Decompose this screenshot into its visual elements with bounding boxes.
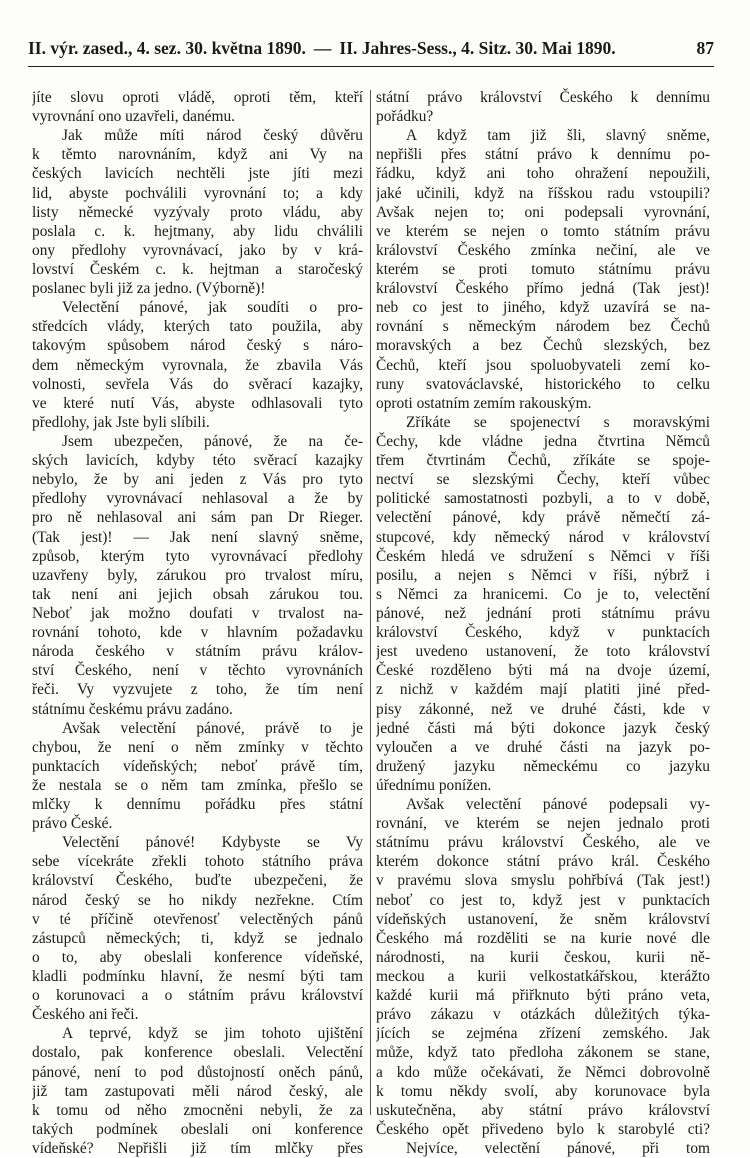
text-line: A když tam již šli, slavný sněme, — [406, 127, 710, 145]
text-line: rovnání tohoto, kde v hlavním požadavku — [32, 624, 363, 642]
text-line: (Tak jest)! — Jak není slavný sněme, — [32, 528, 363, 546]
text-line: posilu, a nejen s Němci v říši, nýbrž i — [376, 566, 710, 584]
text-line: ony předlohy vyrovnávací, jako by v krá- — [32, 241, 363, 259]
text-line: volnosti, sevřela Vás do svěrací kazajky, — [32, 375, 363, 393]
text-line: jaké učinili, když na říšskou radu vstoupili? — [376, 184, 710, 202]
running-header — [28, 38, 714, 64]
text-line: ve kterém se nejen o tomto státním právu — [376, 222, 710, 240]
text-line: Nejvíce, velectění pánové, při tom — [406, 1140, 710, 1158]
text-line: runy svatováclavské, historického to celku — [376, 375, 710, 393]
header-german: II. Jahres-Sess., 4. Sitz. 30. Mai 1890. — [339, 38, 616, 58]
left-column — [32, 88, 363, 1158]
text-line: způsob, kterým tyto vyrovnávací předlohy — [32, 547, 363, 565]
text-line: vídeňských ustanovení, že sněm království — [376, 910, 710, 928]
text-line: vídeňské? Nepřišli již tím mlčky přes — [32, 1140, 363, 1158]
text-line: již tam zastupovati měli národ český, ale — [32, 1082, 363, 1100]
text-line: království Českého, když v punktacích — [376, 624, 710, 642]
text-line: pro ně nehlasoval ani sám pan Dr Rieger. — [32, 509, 363, 527]
text-line: Zříkáte se spojenectví s moravskými — [406, 413, 710, 431]
text-line: jedné části má býti dokonce jazyk český — [376, 719, 710, 737]
text-line: rovnání s německým národem bez Čechů — [376, 318, 710, 336]
text-line: vyloučen a ve druhé části na jazyk po- — [376, 738, 710, 756]
text-line: právo České. — [32, 815, 113, 833]
text-line: státnímu českému právu zadáno. — [32, 700, 233, 718]
text-line: předlohy vyrovnávací nehlasoval a že by — [32, 490, 363, 508]
text-line: vyrovnání ono uzavřeli, danému. — [32, 108, 236, 126]
text-line: Avšak velectění pánové podepsali vy- — [406, 796, 710, 814]
right-column — [376, 88, 710, 1158]
text-line: stupcové, kdy německý národ v království — [376, 528, 710, 546]
text-line: Jsem ubezpečen, pánové, že na če- — [62, 432, 363, 450]
text-line: nebylo, že by ani jeden z Vás pro tyto — [32, 471, 363, 489]
text-line: Avšak nejen to; oni podepsali vyrovnání, — [376, 203, 710, 221]
text-line: Velectění pánové, jak soudíti o pro- — [62, 299, 363, 317]
text-line: Českém hledá ve sdružení s Němci v říši — [376, 547, 710, 565]
text-line: řádku, když ani toho ohražení nepoužili, — [376, 165, 710, 183]
text-line: nectví se slezskými Čechy, kteří vůbec — [376, 471, 710, 489]
text-line: Českého opět přivedeno bylo k starobylé cti? — [376, 1120, 710, 1138]
text-line: neb co jest to jiného, když uzavírá se na- — [376, 299, 710, 317]
text-line: dostalo, pak konference obeslali. Velectění — [32, 1044, 363, 1062]
text-line: Čechů, kteří jsou spoluobyvateli zemí ko- — [376, 356, 710, 374]
text-line: Neboť jak možno doufati v trvalost na- — [32, 604, 363, 622]
page-number: 87 — [696, 38, 714, 58]
text-line: uzavřeny byly, zárukou pro trvalost míru, — [32, 566, 363, 584]
text-line: státní právo království Českého k dennímu — [376, 89, 710, 106]
text-line: kladli podmínku hlavní, že nesmí býti tam — [32, 968, 363, 986]
text-line: Avšak velectění pánové, právě to je — [62, 719, 363, 737]
text-line: úřednímu ponížen. — [376, 776, 492, 794]
text-line: kterém dokonce státní právo král. Českého — [376, 853, 710, 871]
text-line: ství Českého, není v těchto vyrovnáních — [32, 662, 363, 680]
text-line: A teprvé, když se jim tohoto ujištění — [62, 1025, 363, 1043]
text-line: národnosti, na kurii českou, kurii ně- — [376, 948, 710, 966]
text-line: státnímu právu království Českého, ale ve — [376, 834, 710, 852]
text-line: s Němci za hranicemi. Co je to, velectění — [376, 585, 710, 603]
text-line: sebe vícekráte zřekli tohoto státního práva — [32, 853, 363, 871]
text-line: království Českého přímo jedná (Tak jest)! — [376, 280, 710, 298]
text-line: tak není ani jejich obsah zárukou tou. — [32, 585, 363, 603]
text-line: předlohy, jak Jste byli slíbili. — [32, 413, 210, 431]
text-line: pořádku? — [376, 108, 434, 126]
text-line: zástupců německých; ti, když se jednalo — [32, 929, 363, 947]
text-line: může, když tato předloha zákonem se stane, — [376, 1044, 710, 1062]
text-line: jících se zejména zřízení zemského. Jak — [376, 1025, 710, 1043]
text-line: středcích vlády, kterých tato použila, aby — [32, 318, 363, 336]
text-line: českých lavicích nechtěli jste jíti mezi — [32, 165, 363, 183]
text-line: pánové, než jednání proti státnímu právu — [376, 604, 710, 622]
text-line: o korunovaci a o státním právu království — [32, 987, 363, 1005]
text-line: dem německým vyrovnala, že zbavila Vás — [32, 356, 363, 374]
text-line: Českého má rozděliti se na kurie nové dle — [376, 929, 710, 947]
text-line: družený jazyku německému co jazyku — [376, 757, 710, 775]
column-divider — [370, 90, 371, 1115]
text-line: Českého ani řeči. — [32, 1006, 139, 1024]
text-line: pisy zákonné, než ve druhé části, kde v — [376, 700, 710, 718]
text-line: třem čtvrtinám Čechů, zříkáte se spoje- — [376, 452, 710, 470]
text-line: řeči. Vy vyzvujete z toho, že tím není — [32, 681, 363, 699]
text-line: meckou a kurii velkostatkářskou, kterážto — [376, 968, 710, 986]
text-line: neboť co jest to, když jest v punktacích — [376, 891, 710, 909]
text-line: Velectění pánové! Kdybyste se Vy — [62, 834, 363, 852]
text-line: k tomu od něho zmocněni nebyli, že za — [32, 1101, 363, 1119]
text-line: Jak může míti národ český důvěru — [62, 127, 363, 145]
text-line: v pravému slova smyslu pohřbívá (Tak jest!) — [376, 872, 710, 890]
text-line: takých podmínek obeslali oni konference — [32, 1120, 363, 1138]
text-line: rovnání, ve kterém se nejen jednalo proti — [376, 815, 710, 833]
text-line: takovým spůsobem národ český s náro- — [32, 337, 363, 355]
text-line: království Českého, buďte ubezpečeni, že — [32, 872, 363, 890]
text-line: listy německé vyzývaly proto vládu, aby — [32, 203, 363, 221]
text-line: České rozděleno býti má na dvoje území, — [376, 662, 710, 680]
text-line: moravských a bez Čechů slezských, bez — [376, 337, 710, 355]
text-line: politické samostatnosti pozbyli, a to v době, — [376, 490, 710, 508]
text-line: k tomu někdy svolí, aby korunovace byla — [376, 1082, 710, 1100]
text-line: ských lavicích, kdyby této svěrací kazajky — [32, 452, 363, 470]
text-line: lovství Českém c. k. hejtman a staročeský — [32, 260, 363, 278]
text-line: a kdo může očekávati, že Němci dobrovolně — [376, 1063, 710, 1081]
text-line: národ český se ho nikdy nezřekne. Ctím — [32, 891, 363, 909]
text-line: poslanec byli již za jedno. (Výborně)! — [32, 280, 266, 298]
text-line: každé kurii má přiřknuto býti práno veta, — [376, 987, 710, 1005]
text-line: kterém se proti tomuto státnímu právu — [376, 260, 710, 278]
text-line: Čechy, kde vládne jedna čtvrtina Němců — [376, 432, 710, 450]
text-line: chybou, že není o něm zmínky v těchto — [32, 738, 363, 756]
text-line: punktacích vídeňských; neboť právě tím, — [32, 757, 363, 775]
text-line: uskutečněna, aby státní právo království — [376, 1101, 710, 1119]
text-line: o to, aby obeslali konference vídeňské, — [32, 948, 363, 966]
text-line: z nichž v každém mají platiti jiné před- — [376, 681, 710, 699]
text-line: v té příčině otevřenosť velectěných pánů — [32, 910, 363, 928]
text-line: mlčky k dennímu pořádku přes státní — [32, 796, 363, 814]
text-line: národa českého v státním právu králov- — [32, 643, 363, 661]
text-line: jíte slovu oproti vládě, oproti těm, kteří — [32, 89, 363, 106]
text-line: poslala c. k. hejtmany, aby lidu chválili — [32, 222, 363, 240]
text-line: nepřišli přes státní právo k dennímu po- — [376, 146, 710, 164]
text-line: právo zákazu v otázkách důležitých týka- — [376, 1006, 710, 1024]
text-line: ve které nutí Vás, abyste odhlasovali tyto — [32, 394, 363, 412]
header-czech: II. výr. zased., 4. sez. 30. května 1890. — [28, 38, 306, 58]
text-line: pánové, není to pod důstojností oněch pánů, — [32, 1063, 363, 1081]
header-rule — [28, 66, 714, 67]
text-line: oproti ostatním zemím rakouským. — [376, 394, 592, 412]
text-line: království Českého zmínka nečiní, ale ve — [376, 241, 710, 259]
text-line: jest uvedeno ustanovení, že toto království — [376, 643, 710, 661]
text-line: velectění pánové, kdy právě němečtí zá- — [376, 509, 710, 527]
header-separator: — — [313, 38, 332, 58]
text-line: že nestala se o něm tam zmínka, přešlo se — [32, 776, 363, 794]
text-line: lid, abyste pochválili vyrovnání to; a kdy — [32, 184, 363, 202]
text-line: k těmto narovnáním, když ani Vy na — [32, 146, 363, 164]
